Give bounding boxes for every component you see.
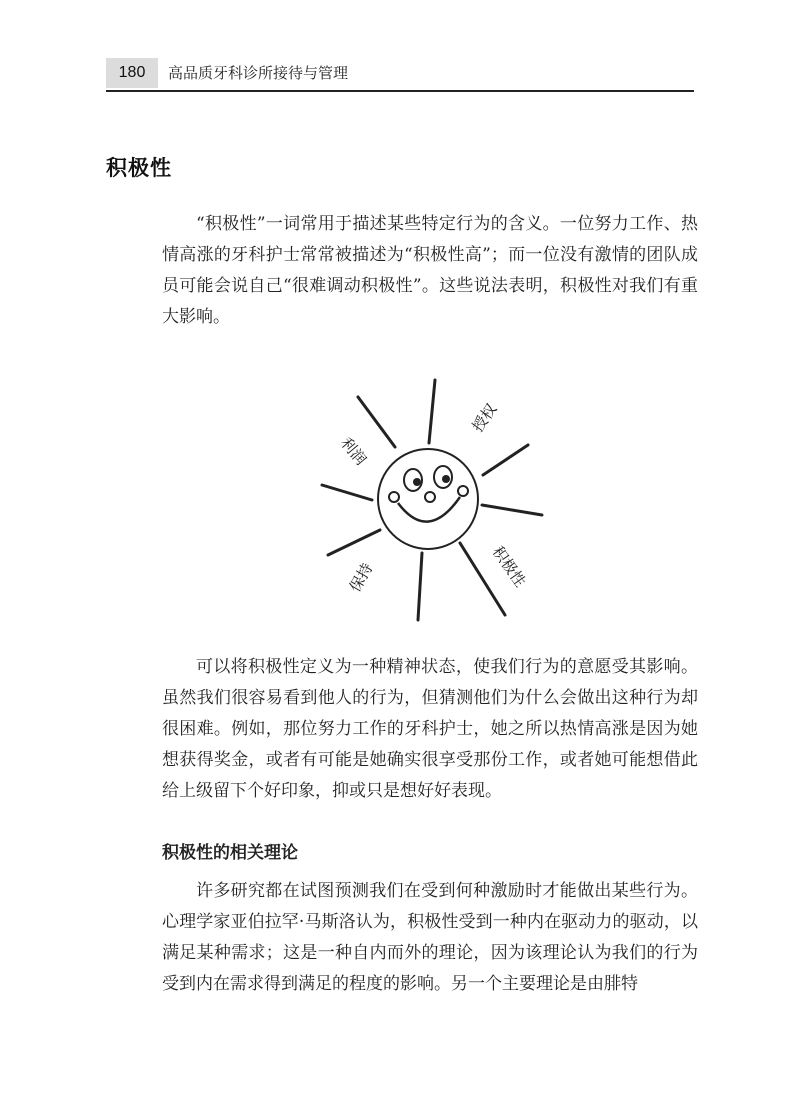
section-title: 积极性: [106, 156, 172, 180]
sun-ray: [358, 397, 395, 447]
sun-ray: [483, 445, 528, 475]
label-motivation: 积极性: [488, 542, 530, 591]
label-retention: 保持: [345, 560, 377, 595]
cheek-icon: [458, 486, 468, 496]
label-profit: 利润: [336, 434, 371, 469]
sun-illustration: [310, 375, 560, 625]
nose-icon: [425, 492, 435, 502]
running-header: [106, 58, 694, 92]
sun-ray: [429, 380, 435, 443]
intro-paragraph: “积极性”一词常用于描述某些特定行为的含义。一位努力工作、热情高涨的牙科护士常常被描述为“积极性高”；而一位没有激情的团队成员可能会说自己“很难调动积极性”。这些说法表明，积极性对我们有重大影响。: [162, 214, 698, 327]
page-number: 180: [106, 58, 158, 88]
label-empowerment: 授权: [468, 400, 501, 436]
theory-paragraph: 许多研究都在试图预测我们在受到何种激励时才能做出某些行为。心理学家亚伯拉罕·马斯洛认为，积极性受到一种内在驱动力的驱动，以满足某种需求；这是一种自内而外的理论，因为该理论认为我们的行为受到内在需求得到满足的程度的影响。另一个主要理论是由腓特: [162, 881, 698, 994]
definition-paragraph: 可以将积极性定义为一种精神状态，使我们行为的意愿受其影响。虽然我们很容易看到他人的行为，但猜测他们为什么会做出这种行为却很困难。例如，那位努力工作的牙科护士，她之所以热情高涨是因为她想获得奖金，或者有可能是她确实很享受那份工作，或者她可能想借此给上级留下个好印象，抑或只是想好好表现。: [162, 657, 698, 801]
book-title: 高品质牙科诊所接待与管理: [168, 64, 349, 82]
sun-ray: [418, 553, 422, 620]
sun-ray: [322, 485, 372, 500]
subsection-title: 积极性的相关理论: [162, 843, 298, 863]
sun-ray: [482, 505, 542, 515]
smiley-sun-icon: [310, 375, 560, 625]
sun-ray: [328, 530, 380, 555]
cheek-icon: [389, 492, 399, 502]
